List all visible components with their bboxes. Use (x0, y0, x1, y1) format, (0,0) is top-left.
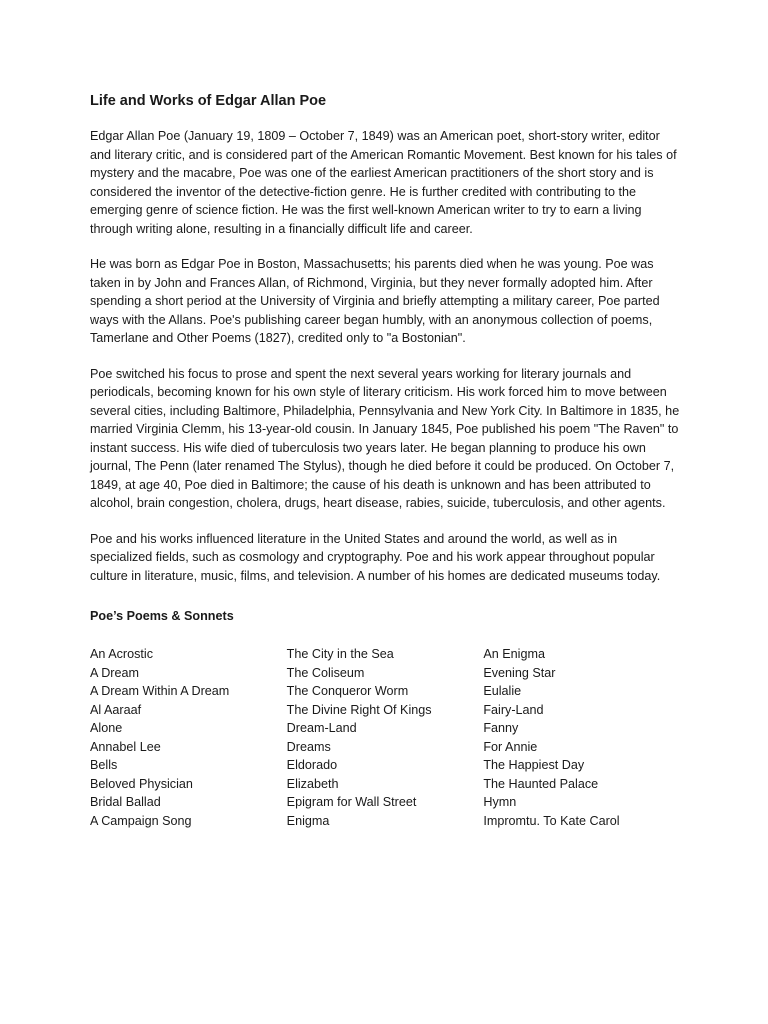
paragraph-legacy: Poe and his works influenced literature in the United States and around the world, as well as in specialized fields, such as cosmology and cryptography. Poe and his work appear throughout popular culture in literature, music, films, and television. A number of his homes are dedicated museums today. (90, 531, 661, 583)
document-title: Life and Works of Edgar Allan Poe (90, 93, 327, 109)
poem-item: For Annie (483, 739, 538, 754)
paragraph-career: Poe switched his focus to prose and spent the next several years working for literary journals and periodicals, becoming known for his own style of literary criticism. His work forced him to move between several cities, including Baltimore, Philadelphia, Pennsylvania and New York City. In Baltimore in 1835, he married Virginia Clemm, his 13-year-old cousin. In January 1845, Poe published his poem "The Raven" to instant success. His wife died of tuberculosis two years later. He began planning to produce his own journal, The Penn (later renamed The Stylus), though he died before it could be produced. On October 7, 1849, at age 40, Poe died in Baltimore; the cause of his death is unknown and has been attributed to alcohol, brain congestion, cholera, drugs, heart disease, rabies, suicide, tuberculosis, and other agents. (90, 366, 680, 510)
poem-item: The Conqueror Worm (286, 684, 409, 698)
poem-item: Enigma (286, 813, 330, 828)
poem-item: Fanny (483, 721, 519, 735)
poem-item: An Acrostic (90, 647, 153, 661)
poem-item: Impromtu. To Kate Carol (483, 813, 620, 828)
poems-section-title: Poe’s Poems & Sonnets (90, 609, 234, 623)
poems-column-3 (483, 645, 680, 830)
poem-item: The Happiest Day (483, 758, 585, 772)
poem-item: Hymn (483, 795, 517, 809)
poem-item: A Dream (90, 665, 139, 680)
poem-item: Dream-Land (286, 721, 357, 735)
poem-item: Alone (90, 721, 123, 735)
poem-item: A Dream Within A Dream (90, 684, 230, 698)
poems-column-1 (90, 645, 287, 830)
paragraph-intro: Edgar Allan Poe (January 19, 1809 – October 7, 1849) was an American poet, short-story writer, editor and literary critic, and is considered part of the American Romantic Movement. Best known for his tales of mystery and the macabre, Poe was one of the earliest American practitioners of the short story and is considered the inventor of the detective-fiction genre. He is further credited with contributing to the emerging genre of science fiction. He was the first well-known American writer to try to earn a living through writing alone, resulting in a financially difficult life and career. (90, 129, 677, 236)
poem-item: Beloved Physician (90, 776, 193, 791)
paragraph-early-life: He was born as Edgar Poe in Boston, Massachusetts; his parents died when he was young. Poe was taken in by John and Frances Allan, of Richmond, Virginia, but they never formally adopted him. After spending a short period at the University of Virginia and briefly attempting a military career, Poe parted ways with the Allans. Poe's publishing career began humbly, with an anonymous collection of poems, Tamerlane and Other Poems (1827), credited only to "a Bostonian". (90, 257, 660, 345)
poem-item: Evening Star (483, 665, 556, 680)
poems-list (90, 645, 680, 830)
poems-column-2 (287, 645, 484, 830)
poem-item: The Haunted Palace (483, 776, 599, 791)
poem-item: The City in the Sea (286, 647, 394, 661)
poem-item: Epigram for Wall Street (286, 795, 417, 809)
document-page (90, 92, 680, 830)
poem-item: Elizabeth (286, 776, 339, 791)
poem-item: Fairy-Land (483, 702, 544, 717)
poem-item: The Coliseum (286, 665, 365, 680)
poem-item: Eulalie (483, 684, 522, 698)
poem-item: Bridal Ballad (90, 795, 161, 809)
poem-item: An Enigma (483, 647, 545, 661)
poem-item: Al Aaraaf (90, 702, 142, 717)
poem-item: Dreams (286, 739, 331, 754)
poem-item: A Campaign Song (90, 813, 192, 828)
poem-item: Eldorado (286, 758, 338, 772)
poem-item: The Divine Right Of Kings (286, 702, 432, 717)
poem-item: Annabel Lee (90, 739, 161, 754)
poem-item: Bells (90, 758, 118, 772)
